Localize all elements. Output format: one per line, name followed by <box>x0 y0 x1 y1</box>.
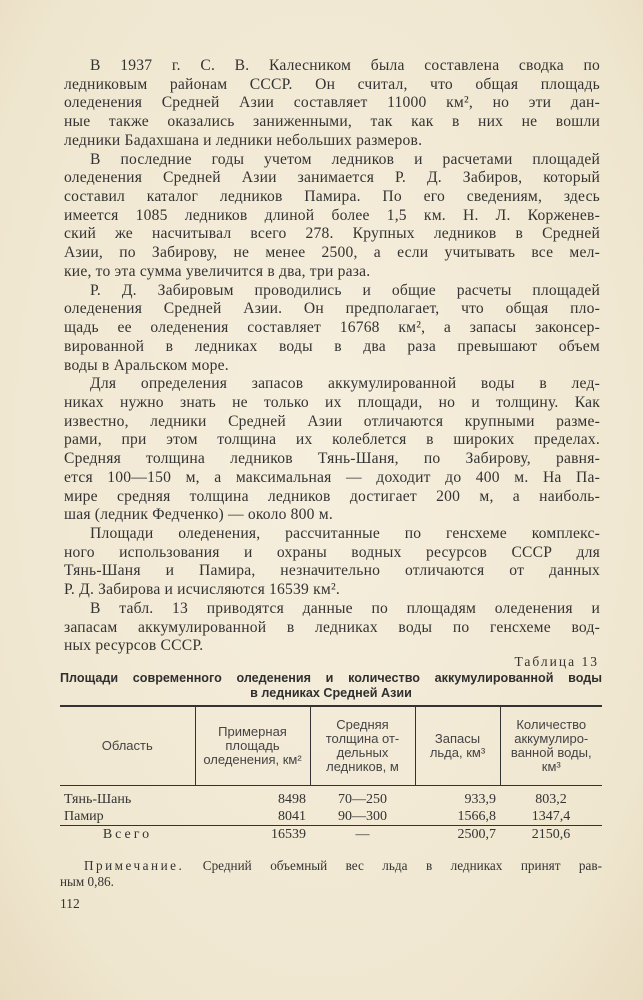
table-title-line: в ледниках Средней Азии <box>250 686 412 700</box>
text-line: составил каталог ледников Памира. По его сведениям, здесь <box>64 188 600 206</box>
cell-thickness: 70—250 <box>338 791 387 807</box>
note-text: ным 0,86. <box>60 874 114 889</box>
text-line: рами, при этом толщина их колеблется в широких пределах. <box>64 431 600 449</box>
text-line: щадь ее оледенения составляет 16768 км², а запасы законсер- <box>64 319 600 337</box>
cell-thickness: — <box>310 825 415 843</box>
text-line: Средняя толщина ледников Тянь-Шаня, по Забирову, равня- <box>64 450 600 468</box>
cell-area: 8498 <box>278 791 306 807</box>
text-line: Тянь-Шаня и Памира, незначительно отличаются от данных <box>64 562 600 580</box>
cell-region: Памир <box>64 808 104 824</box>
cell-ice: 2500,7 <box>415 825 500 843</box>
text-line: ский же насчитывал всего 278. Крупных ледников в Средней <box>64 225 600 243</box>
cell-region: Тянь-Шань <box>64 791 132 807</box>
text-line: Азии, по Забирову, не менее 2500, а если учитывать все мел- <box>64 244 600 262</box>
table-row <box>60 808 602 826</box>
text-line: кие, то эта сумма увеличится в два, три раза. <box>64 262 371 280</box>
table-row <box>60 786 602 808</box>
cell-thickness: 90—300 <box>338 808 387 824</box>
cell-ice: 933,9 <box>464 791 496 807</box>
text-line: вированной в ледниках воды в два раза превышают объем <box>64 337 600 355</box>
cell-area: 8041 <box>278 808 306 824</box>
text-line: В 1937 г. С. В. Калесником была составлена сводка по <box>90 57 600 74</box>
note-label: Примечание. <box>84 858 185 873</box>
text-line: ледниковым районам СССР. Он считал, что общая площадь <box>64 75 600 93</box>
text-line: имеется 1085 ледников длиной более 1,5 км. Н. Л. Корженев- <box>64 206 600 224</box>
table-note <box>60 858 602 890</box>
header-ice-reserves: Запасы льда, км³ <box>415 706 500 786</box>
header-water-volume: Количество аккумулиро-ванной воды, км³ <box>500 706 602 786</box>
cell-water: 803,2 <box>535 791 567 807</box>
text-line: Площади оледенения, рассчитанные по генсхеме комплекс- <box>90 524 600 542</box>
text-line: ется 100—150 м, а максимальная — доходит до 400 м. На Па- <box>64 468 600 486</box>
text-line: мире средняя толщина ледников достигает 200 м, а наиболь- <box>64 487 600 505</box>
page-number: 112 <box>60 896 80 911</box>
cell-water: 2150,6 <box>500 825 602 843</box>
cell-ice: 1566,8 <box>457 808 496 824</box>
text-line: никах нужно знать не только их площади, но и толщину. Как <box>64 393 600 411</box>
table-number: Таблица 13 <box>514 654 599 669</box>
text-line: В последние годы учетом ледников и расчетами площадей <box>90 150 600 168</box>
header-region: Область <box>60 706 195 786</box>
text-line: известно, ледники Средней Азии отличаются крупными разме- <box>64 412 600 430</box>
body-text <box>64 57 600 656</box>
text-line: оледенения Средней Азии составляет 11000 км², но эти дан- <box>64 94 600 112</box>
text-line: оледенения Средней Азии. Он предполагает, что общая пло- <box>64 300 600 318</box>
text-line: оледенения Средней Азии занимается Р. Д. Забиров, который <box>64 169 600 187</box>
table-header-row <box>60 706 602 786</box>
text-line: шая (ледник Федченко) — около 800 м. <box>64 506 333 524</box>
text-line: ного использования и охраны водных ресурсов СССР для <box>64 543 600 561</box>
text-line: запасам аккумулированной в ледниках воды по генсхеме вод- <box>64 618 600 636</box>
text-line: ледники Бадахшана и ледники небольших размеров. <box>64 131 423 149</box>
table-total-row <box>60 825 602 843</box>
cell-total-label: Всего <box>60 825 195 843</box>
cell-water: 1347,4 <box>531 808 571 824</box>
text-line: Для определения запасов аккумулированной воды в лед- <box>90 375 600 393</box>
text-line: воды в Аральском море. <box>64 356 229 374</box>
table-title-line: Площади современного оледенения и количество аккумулированной воды <box>60 671 602 685</box>
text-line: Р. Д. Забирова и исчисляются 16539 км². <box>64 581 340 599</box>
cell-area: 16539 <box>195 825 310 843</box>
glacier-table <box>60 705 602 843</box>
text-line: ные также оказались заниженными, так как в них не вошли <box>64 113 600 131</box>
text-line: ных ресурсов СССР. <box>64 637 204 655</box>
text-line: В табл. 13 приводятся данные по площадям оледенения и <box>90 599 600 617</box>
text-line: Р. Д. Забировым проводились и общие расчеты площадей <box>90 281 600 299</box>
table-title <box>60 671 602 701</box>
header-thickness: Средняя толщина от-дельных ледников, м <box>310 706 415 786</box>
note-text: Средний объемный вес льда в ледниках принят рав- <box>184 858 602 873</box>
header-area: Примерная площадь оледенения, км² <box>195 706 310 786</box>
